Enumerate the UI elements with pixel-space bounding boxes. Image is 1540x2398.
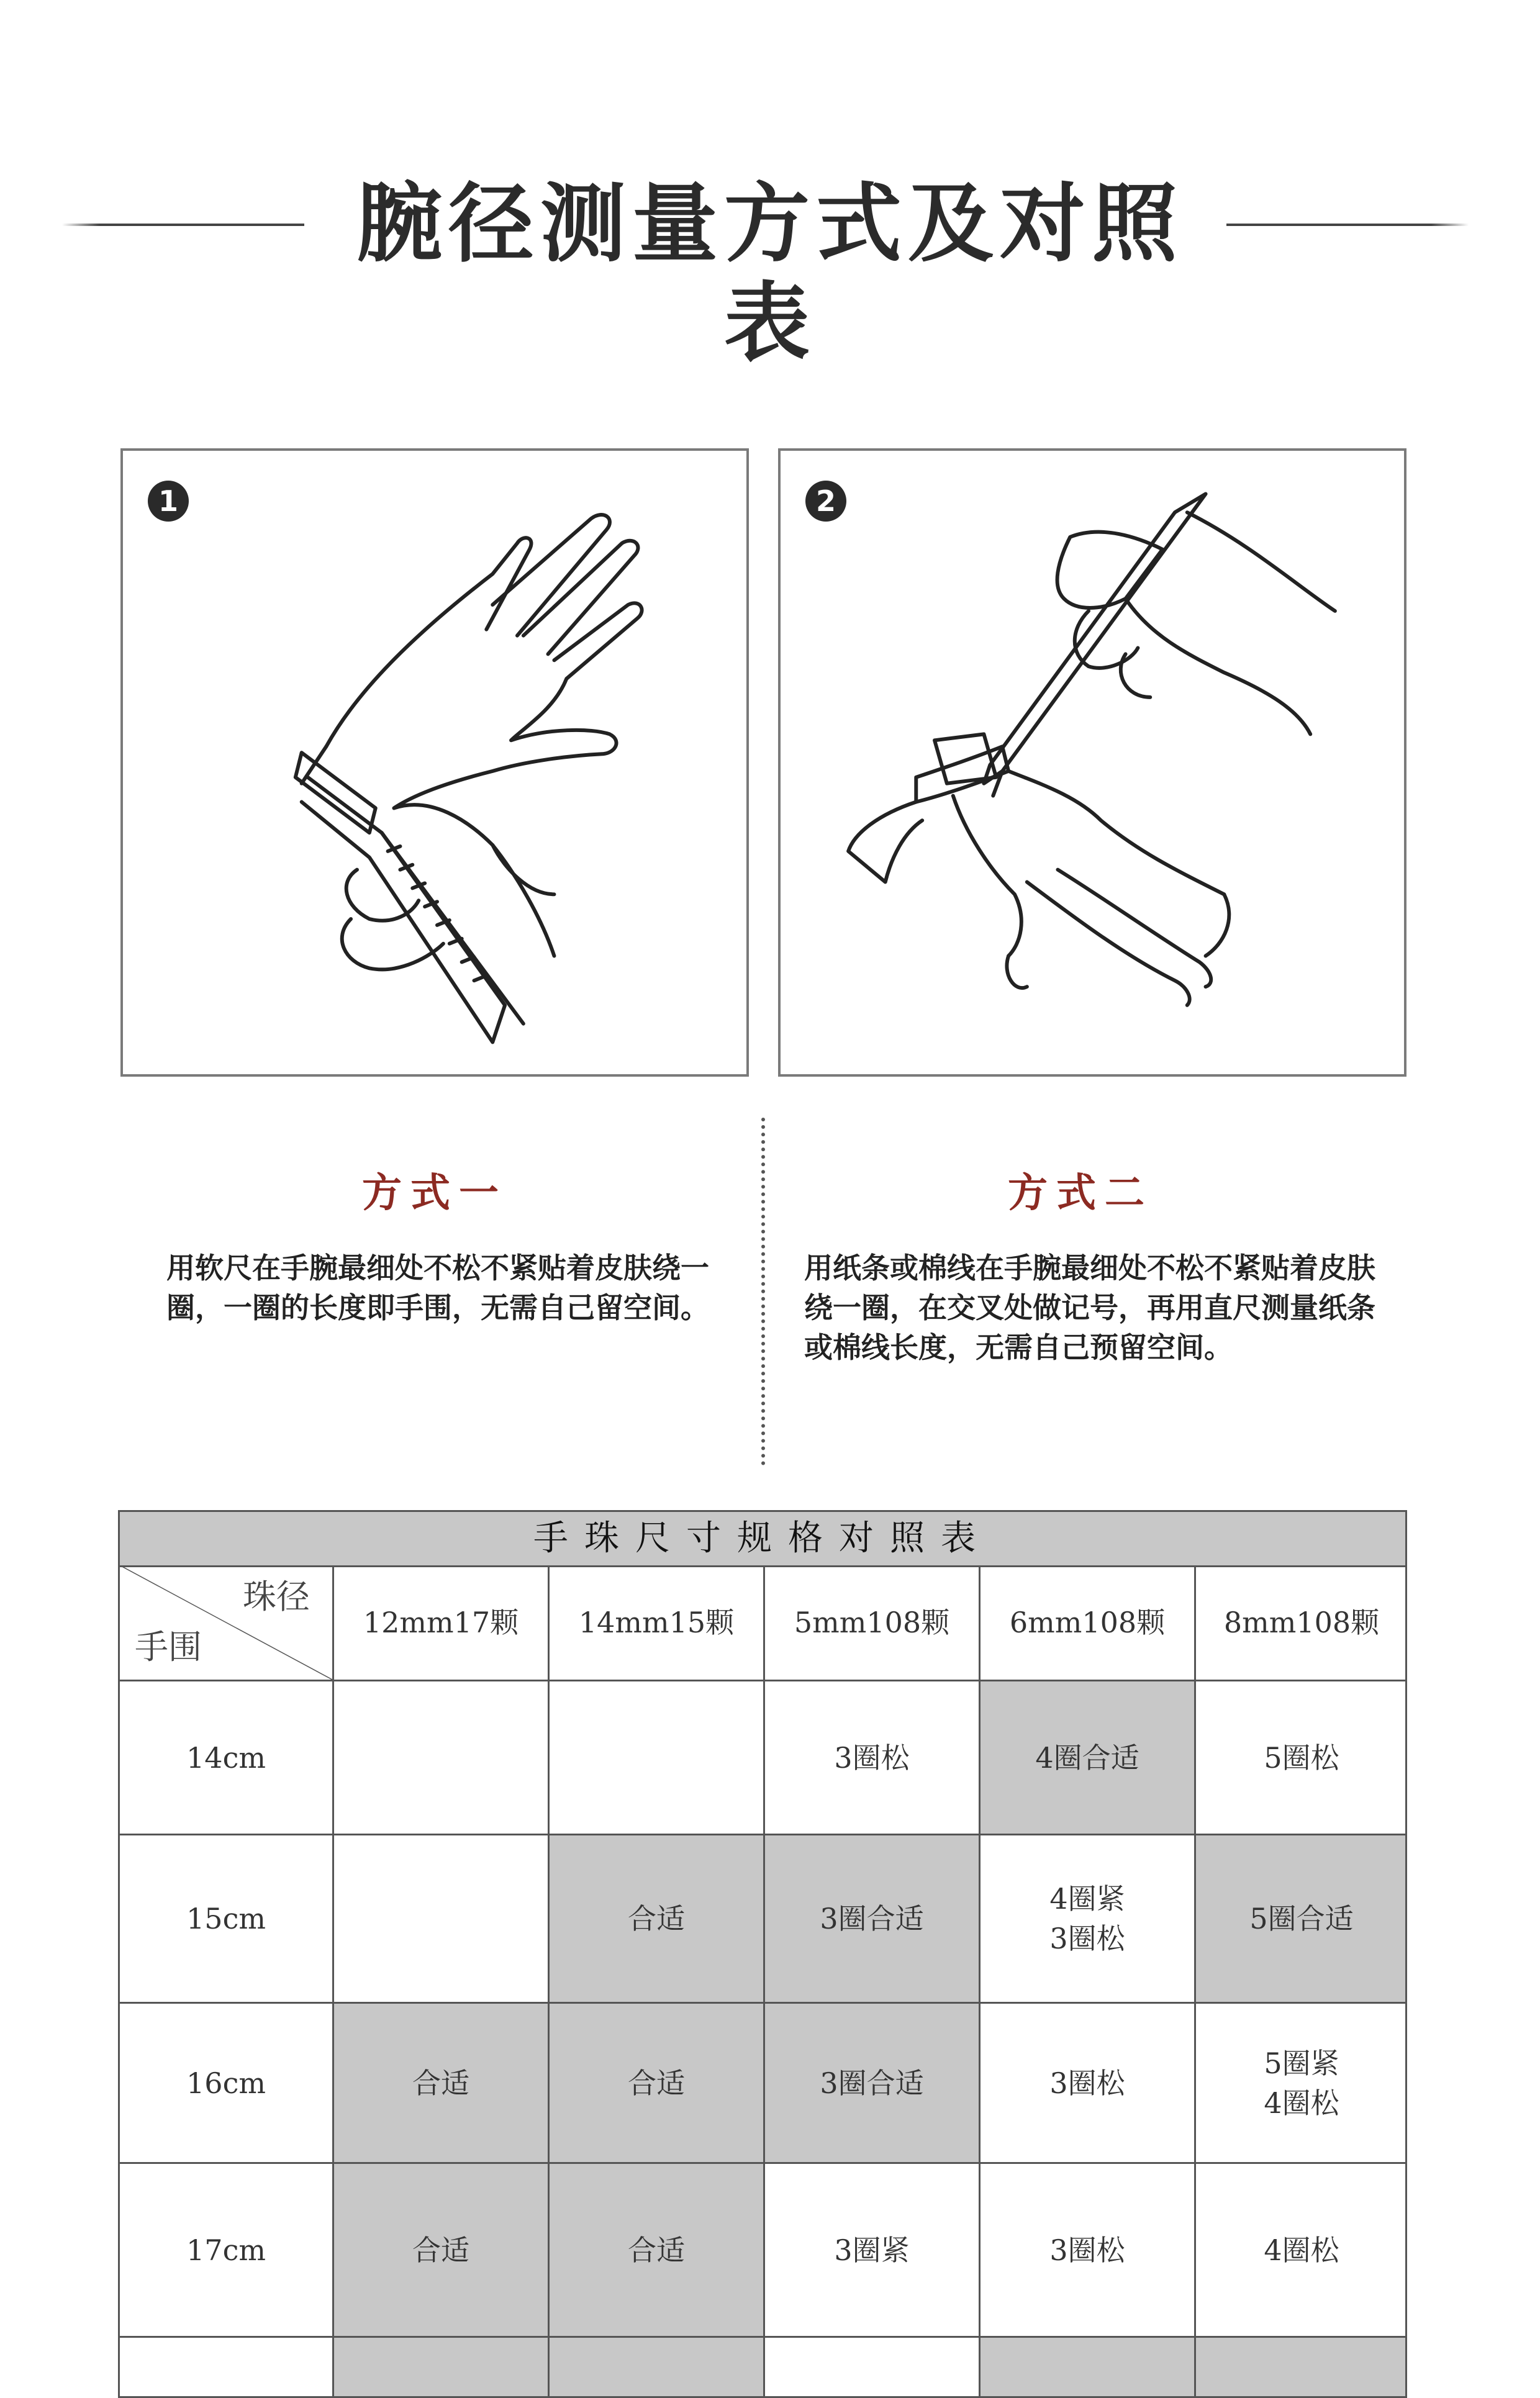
column-header: 14mm15颗 [550,1565,765,1681]
row-header [120,2338,334,2398]
table-cell: 5圈合适 [1196,1835,1407,2004]
table-cell: 合适 [550,1835,765,2004]
table-cell [765,2338,981,2398]
table-cell [550,1681,765,1835]
table-cell [334,1835,550,2004]
table-cell: 合适 [334,2164,550,2338]
table-cell: 合适 [550,2164,765,2338]
row-header: 15cm [120,1835,334,2004]
table-cell [550,2338,765,2398]
table-cell: 4圈松 [1196,2164,1407,2338]
illustration-panel-1 [120,448,749,1077]
table-cell: 5圈紧 4圈松 [1196,2004,1407,2164]
row-header: 16cm [120,2004,334,2164]
method-2-title: 方式二 [1008,1170,1153,1216]
page-title: 腕径测量方式及对照表 [356,173,1184,373]
column-header: 12mm17颗 [334,1565,550,1681]
column-header: 8mm108颗 [1196,1565,1407,1681]
table-cell: 3圈合适 [765,1835,981,2004]
table-cell [1196,2338,1407,2398]
heading-rule-right [1226,224,1431,226]
table-title: 手珠尺寸规格对照表 [120,1512,1405,1567]
table-cell [981,2338,1196,2398]
corner-label-bead-diameter: 珠径 [243,1577,310,1616]
table-cell: 合适 [550,2004,765,2164]
table-cell: 5圈松 [1196,1681,1407,1835]
row-header: 14cm [120,1681,334,1835]
step-badge-1: 1 [148,481,189,522]
step-badge-2: 2 [805,481,846,522]
table-cell: 4圈紧 3圈松 [981,1835,1196,2004]
corner-label-wrist-size: 手围 [135,1627,202,1667]
table-cell [334,2338,550,2398]
table-cell: 4圈合适 [981,1681,1196,1835]
method-1-title: 方式一 [362,1170,507,1216]
table-cell: 3圈松 [981,2004,1196,2164]
method-2-description: 用纸条或棉线在手腕最细处不松不紧贴着皮肤绕一圈，在交叉处做记号，再用直尺测量纸条或棉线长度，无需自己预留空间。 [804,1251,1375,1364]
hand-with-soft-ruler-icon [123,451,746,1074]
column-header: 5mm108颗 [765,1565,981,1681]
illustration-panel-2 [778,448,1406,1077]
heading-rule-left [99,224,304,226]
table-corner-header [120,1565,334,1681]
table-cell: 3圈松 [981,2164,1196,2338]
table-cell [334,1681,550,1835]
method-1-description: 用软尺在手腕最细处不松不紧贴着皮肤绕一圈，一圈的长度即手围，无需自己留空间。 [166,1251,709,1324]
dotted-divider [761,1118,765,1465]
table-cell: 3圈紧 [765,2164,981,2338]
hand-with-paper-strip-and-pen-icon [781,451,1404,1074]
row-header: 17cm [120,2164,334,2338]
column-header: 6mm108颗 [981,1565,1196,1681]
table-cell: 3圈合适 [765,2004,981,2164]
bead-size-table [118,1510,1407,2398]
table-cell: 3圈松 [765,1681,981,1835]
table-cell: 合适 [334,2004,550,2164]
